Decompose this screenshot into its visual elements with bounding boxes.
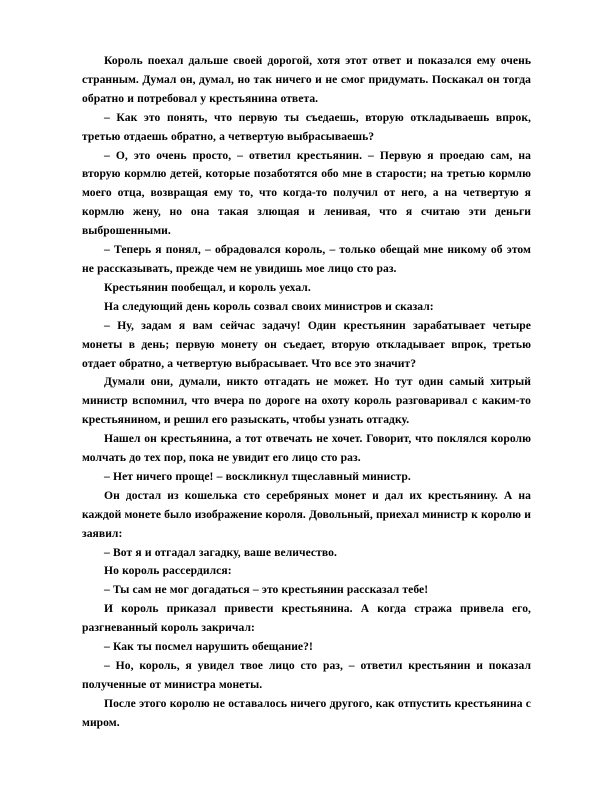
paragraph: – Как ты посмел нарушить обещание?!	[104, 640, 313, 654]
paragraph: – О, это очень просто, – ответил крестьянин. – Первую я проедаю сам, на вторую кормлю детей, которые позаботятся обо мне в старости; на третью кормлю моего отца, возвращая ему то, что когда-то получил от него, а на четвертую я кормлю жену, но она такая злющая и ленивая, что я считаю эти деньги выброшенными.	[82, 148, 531, 238]
paragraph: Думали они, думали, никто отгадать не может. Но тут один самый хитрый министр вспомнил, что вчера по дороге на охоту король разговаривал с каким-то крестьянином, и решил его разыскать, чтобы узнать отгадку.	[82, 375, 531, 427]
paragraph: – Ну, задам я вам сейчас задачу! Один крестьянин зарабатывает четыре монеты в день; первую монету он съедает, вторую откладывает впрок, третью отдает обратно, а четвертую выбрасывает. Что все это значит?	[82, 318, 531, 370]
paragraph: – Нет ничего проще! – воскликнул тщеславный министр.	[104, 469, 411, 483]
paragraph: Крестьянин пообещал, и король уехал.	[104, 280, 311, 294]
paragraph: – Но, король, я увидел твое лицо сто раз, – ответил крестьянин и показал полученные от министра монеты.	[82, 659, 531, 691]
paragraph: И король приказал привести крестьянина. А когда стража привела его, разгневанный король закричал:	[82, 602, 531, 635]
paragraph: – Ты сам не мог догадаться – это крестьянин рассказал тебе!	[104, 583, 429, 597]
paragraph: Нашел он крестьянина, а тот отвечать не хочет. Говорит, что поклялся королю молчать до тех пор, пока не увидит его лицо сто раз.	[82, 432, 531, 465]
paragraph: После этого королю не оставалось ничего другого, как отпустить крестьянина с миром.	[82, 696, 531, 729]
document-text-body	[82, 52, 531, 733]
paragraph: – Как это понять, что первую ты съедаешь, вторую откладываешь впрок, третью отдаешь обратно, а четвертую выбрасываешь?	[82, 110, 531, 143]
paragraph: Он достал из кошелька сто серебряных монет и дал их крестьянину. А на каждой монете было изображение короля. Довольный, приехал министр к королю и заявил:	[82, 488, 531, 540]
paragraph: Король поехал дальше своей дорогой, хотя этот ответ и показался ему очень странным. Думал он, думал, но так ничего и не смог придумать. Поскакал он тогда обратно и потребовал у крестьянина ответа.	[82, 54, 531, 105]
paragraph: – Вот я и отгадал загадку, ваше величество.	[104, 545, 337, 559]
paragraph: Но король рассердился:	[104, 564, 232, 578]
paragraph: На следующий день король созвал своих министров и сказал:	[104, 299, 434, 313]
paragraph: – Теперь я понял, – обрадовался король, – только обещай мне никому об этом не рассказывать, прежде чем не увидишь мое лицо сто раз.	[82, 243, 531, 275]
